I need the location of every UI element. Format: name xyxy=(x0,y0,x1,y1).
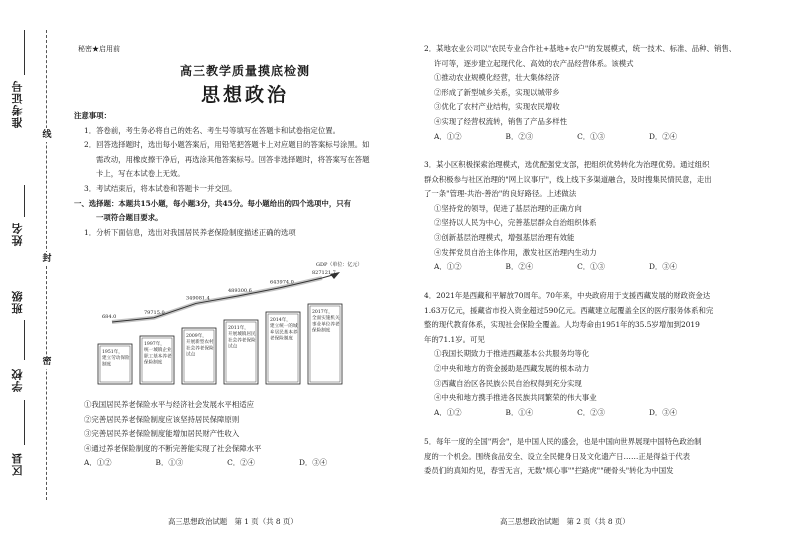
section-heading-cont: 一项符合题目要求。 xyxy=(96,213,163,223)
milestone-note: 2017年， xyxy=(312,310,333,315)
note-item: 3．考试结束后，将本试卷和答题卡一并交回。 xyxy=(84,183,237,193)
question-5 xyxy=(424,435,770,479)
underline-name xyxy=(24,185,25,217)
choice-a[interactable]: A．①② xyxy=(84,458,112,468)
choice-c[interactable]: C．②④ xyxy=(227,458,255,468)
option-item: ④发挥党员自治主体作用，激发社区治理内生动力 xyxy=(434,247,597,257)
option-item: ②形成了新型城乡关系，实现以城带乡 xyxy=(434,87,560,97)
note-item: 需改动，用橡皮擦干净后，再选涂其他答案标号。回答非选择题时，将答案写在答题 xyxy=(96,154,370,164)
field-class: 班级 xyxy=(11,290,24,314)
question-stem-cont: 许可等，逐步建立起现代化、高效的农产品经营体系。该模式 xyxy=(434,58,634,68)
milestone-note: 全面实施机关 xyxy=(312,316,340,322)
choice-a[interactable]: A．①② xyxy=(434,131,462,141)
value-label: 489300.6 xyxy=(228,287,252,294)
value-label: 684.0 xyxy=(102,313,117,320)
milestone-note: 1997年， xyxy=(144,342,165,347)
gdp-pension-chart xyxy=(84,256,363,388)
milestone-note: 2014年， xyxy=(270,318,291,323)
question-stem: 5．每年一度的全国"两会"，是中国人民的盛会，也是中国向世界展现中国特色政治制 xyxy=(424,437,702,446)
question-stem: 1．分析下面信息，选出对我国居民养老保险制度描述正确的选项 xyxy=(84,227,296,237)
milestone-note: 试点 xyxy=(186,352,196,358)
milestone-note: 社会养老保险 xyxy=(186,346,214,352)
option-item: ④通过养老保险制度的不断完善能实现了社会保障水平 xyxy=(84,443,262,453)
choice-c[interactable]: C．①③ xyxy=(577,262,605,272)
milestone-note: 乡居民基本养 xyxy=(270,330,298,336)
field-school: 学校 xyxy=(11,368,24,392)
answer-choices xyxy=(424,406,770,421)
answer-choices xyxy=(424,260,770,275)
milestone-note: 保险制度 xyxy=(144,360,163,366)
seal-char-seal: 封 xyxy=(40,252,54,266)
option-item: ③完善居民养老保险制度能增加居民财产性收入 xyxy=(84,429,240,439)
milestone-note: 制度 xyxy=(102,362,112,368)
underline-exam-number xyxy=(24,30,25,75)
option-item: ③优化了农村产业结构，实现农民增收 xyxy=(434,102,560,112)
milestone-note: 1951年， xyxy=(102,350,123,355)
option-item: ②完善居民养老保险制度应该坚持居民保障原则 xyxy=(84,414,240,424)
question-4 xyxy=(424,289,770,420)
option-item: ③西藏自治区各民族公民自治权得到充分实现 xyxy=(434,378,582,388)
choice-d[interactable]: D．③④ xyxy=(298,458,328,468)
milestone-note: 试点 xyxy=(228,344,238,350)
value-label: 643974.0 xyxy=(270,279,294,286)
option-item: ①我国居民养老保险水平与经济社会发展水平相适应 xyxy=(84,400,254,409)
choice-b[interactable]: B．①④ xyxy=(505,407,534,417)
milestone-note: 统一城镇企业 xyxy=(144,348,172,354)
answer-choices xyxy=(424,130,770,145)
milestone-note: 事业单位养老 xyxy=(312,322,340,328)
question-stem-cont: 年的71.1岁。可见 xyxy=(424,334,485,344)
choice-d[interactable]: D．③④ xyxy=(648,262,678,272)
choice-d[interactable]: D．③④ xyxy=(648,407,678,417)
underline-class xyxy=(24,320,25,360)
notes-section xyxy=(74,109,392,240)
milestone-note: 社会养老保险 xyxy=(228,338,256,344)
option-item: ①我国长期致力于推进西藏基本公共服务均等化 xyxy=(434,349,590,359)
option-item: ①坚持党的领导，促进了基层治理的正确方向 xyxy=(434,203,582,213)
question-stem-cont: 委员们的真知灼见，春雪无言，无数"烦心事""拦路虎""硬骨头"转化为中国发 xyxy=(424,466,674,476)
milestone-note: 保险制度 xyxy=(312,328,331,334)
question-2 xyxy=(424,42,770,144)
choice-d[interactable]: D．②④ xyxy=(648,131,678,141)
choice-a[interactable]: A．①② xyxy=(434,407,462,417)
question-stem-cont: 了一条"管理-共治-善治"的良好路径。上述做法 xyxy=(424,189,577,199)
q1-options xyxy=(74,398,392,471)
note-item: 1．答卷前，考生务必将自己的姓名、考生号等填写在答题卡和试卷指定位置。 xyxy=(84,125,340,135)
note-item: 2．回答选择题时，选出每小题答案后，用铅笔把答题卡上对应题目的答案标号涂黑。如 xyxy=(84,140,370,150)
field-district: 区县 xyxy=(11,452,24,476)
question-stem-cont: 整的现代教育体系，实现社会保险全覆盖。人均寿命由1951年的35.5岁增加到2019 xyxy=(424,320,700,330)
milestone-note: 开展新型农村 xyxy=(186,340,214,346)
milestone-note: 2009年， xyxy=(186,334,207,339)
milestone-note: 开展城镇居民 xyxy=(228,332,256,338)
value-label: 79715.0 xyxy=(144,309,165,316)
option-item: ④中央和地方携手推进各民族共同繁荣的伟大事业 xyxy=(434,393,597,403)
choice-c[interactable]: C．①③ xyxy=(577,131,605,141)
milestone-note: 职工基本养老 xyxy=(144,354,172,360)
binding-strip xyxy=(0,0,58,539)
exam-title: 高三教学质量摸底检测 xyxy=(179,64,310,78)
choice-b[interactable]: B．②③ xyxy=(505,131,534,141)
option-item: ③创新基层治理模式，增强基层治理有效能 xyxy=(434,232,575,242)
choice-b[interactable]: B．①③ xyxy=(155,458,184,468)
gdp-legend-label: GDP（单位：亿元） xyxy=(316,262,363,268)
seal-char-line: 线 xyxy=(40,128,54,142)
milestone-note: 建立统一的城 xyxy=(270,324,298,330)
field-name: 姓名 xyxy=(11,222,24,246)
question-stem: 2．某地农业公司以"农民专业合作社+基地+农户"的发展模式，统一技术、标准、品种、销售、 xyxy=(424,44,737,53)
question-stem: 3．某小区积极探索治理模式，选优配强党支部，把组织优势转化为治理优势。通过组织 xyxy=(424,160,710,169)
note-item: 卡上，写在本试卷上无效。 xyxy=(96,169,185,179)
choice-b[interactable]: B．②④ xyxy=(505,262,534,272)
milestone-note: 建立劳动保险 xyxy=(102,356,130,362)
value-label: 349081.4 xyxy=(186,295,210,302)
secret-label: 秘密★启用前 xyxy=(78,45,120,53)
milestone-note: 2011年， xyxy=(228,326,249,331)
page-footer-right: 高三思想政治试题 第 2 页（共 8 页） xyxy=(500,517,630,526)
notes-heading: 注意事项： xyxy=(74,111,111,120)
page-footer-left: 高三思想政治试题 第 1 页（共 8 页） xyxy=(168,517,298,526)
section-heading: 一、选择题：本题共15小题，每小题3分，共45分。每小题给出的四个选项中，只有 xyxy=(74,198,351,208)
question-stem-cont: 度的一个机会。围绕食品安全、设立全民健身日及文化遗产日……正是得益于代表 xyxy=(424,451,691,461)
option-item: ②中央和地方的资金援助是西藏发展的根本动力 xyxy=(434,363,590,373)
subject-title: 思想政治 xyxy=(200,84,289,106)
seal-char-secret: 密 xyxy=(40,355,54,369)
underline-school xyxy=(24,400,25,445)
milestone-note: 老保险制度 xyxy=(270,336,293,342)
option-item: ②坚持以人民为中心，完善基层群众自治组织体系 xyxy=(434,218,597,228)
value-label: 827121.7 xyxy=(312,270,336,276)
question-stem-cont: 群众积极参与社区治理的"网上议事厅"，线上线下多渠道融合，及时搜集民情民意，走出 xyxy=(424,174,712,184)
choice-c[interactable]: C．②③ xyxy=(577,407,605,417)
answer-choices xyxy=(74,456,392,471)
question-3 xyxy=(424,158,770,275)
question-stem: 4．2021年是西藏和平解放70周年。70年来，中央政府用于支援西藏发展的财政资金达 xyxy=(424,291,711,300)
option-item: ①推动农业规模化经营，壮大集体经济 xyxy=(434,73,560,83)
option-item: ④实现了经营权流转，销售了产品多样性 xyxy=(434,116,568,126)
choice-a[interactable]: A．①② xyxy=(434,262,462,272)
question-stem-cont: 1.63万亿元，援藏省市投入资金超过590亿元。西藏建立起覆盖全区的医疗服务体系和完 xyxy=(424,305,714,315)
field-exam-number: 准考证号 xyxy=(11,80,24,128)
